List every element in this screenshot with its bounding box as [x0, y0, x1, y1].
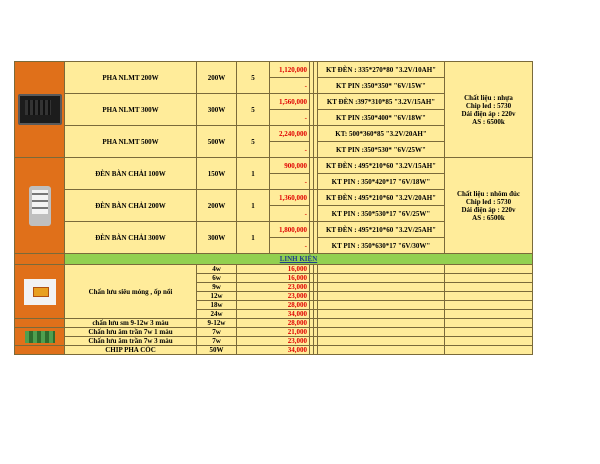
- product-watt: 500W: [197, 126, 237, 158]
- driver-price: 23,000: [237, 283, 310, 292]
- light-size: KT ĐÈN : 495*210*60 "3.2V/20AH": [318, 190, 445, 206]
- product-price: 1,360,000: [270, 190, 310, 206]
- product-price: 1,560,000: [270, 94, 310, 110]
- driver-price: 34,000: [237, 310, 310, 319]
- price-dash: -: [270, 206, 310, 222]
- product-price: 1,120,000: [270, 62, 310, 78]
- driver-watt: 18w: [197, 301, 237, 310]
- driver-image: [24, 279, 56, 305]
- component-watt: 9-12w: [197, 319, 237, 328]
- solar-spec: Chất liệu : nhựa Chip led : 5730 Dải điện áp : 220v AS : 6500k: [445, 62, 533, 158]
- product-price: 900,000: [270, 158, 310, 174]
- solar-image-cell: [15, 62, 65, 158]
- component-name: Chấn lưu âm trần 7w 3 màu: [65, 337, 197, 346]
- product-name: PHA NLMT 300W: [65, 94, 197, 126]
- battery-size: KT PIN : 350*630*17 "6V/30W": [318, 238, 445, 254]
- component-price: 23,000: [237, 337, 310, 346]
- led-strip-image: [25, 331, 55, 343]
- component-name: chấn lưu sm 9-12w 3 màu: [65, 319, 197, 328]
- driver-watt: 12w: [197, 292, 237, 301]
- component-price: 34,000: [237, 346, 310, 355]
- component-price: 28,000: [237, 319, 310, 328]
- driver-watt: 6w: [197, 274, 237, 283]
- product-name: PHA NLMT 500W: [65, 126, 197, 158]
- light-size: KT ĐÈN : 495*210*60 "3.2V/25AH": [318, 222, 445, 238]
- component-watt: 7w: [197, 328, 237, 337]
- brush-image-cell: [15, 158, 65, 254]
- driver-name: Chấn lưu siêu mỏng , ốp nổi: [65, 265, 197, 319]
- driver-price: 16,000: [237, 265, 310, 274]
- driver-watt: 4w: [197, 265, 237, 274]
- component-price: 21,000: [237, 328, 310, 337]
- price-dash: -: [270, 78, 310, 94]
- brush-spec: Chất liệu : nhôm đúc Chip led : 5730 Dải điện áp : 220v AS : 6500k: [445, 158, 533, 254]
- product-name: PHA NLMT 200W: [65, 62, 197, 94]
- product-name: ĐÈN BÀN CHẢI 200W: [65, 190, 197, 222]
- battery-size: KT PIN :350*350* "6V/15W": [318, 78, 445, 94]
- driver-price: 28,000: [237, 301, 310, 310]
- driver-image-cell: [15, 265, 65, 319]
- battery-size: KT PIN : 350*530*17 "6V/25W": [318, 206, 445, 222]
- driver-price: 23,000: [237, 292, 310, 301]
- product-price: 2,240,000: [270, 126, 310, 142]
- light-size: KT: 500*360*85 "3.2V/20AH": [318, 126, 445, 142]
- product-watt: 300W: [197, 94, 237, 126]
- product-name: ĐÈN BÀN CHẢI 300W: [65, 222, 197, 254]
- product-qty: 5: [237, 126, 270, 158]
- price-dash: -: [270, 174, 310, 190]
- driver-watt: 24w: [197, 310, 237, 319]
- product-qty: 1: [237, 190, 270, 222]
- component-name: CHIP PHA CÓC: [65, 346, 197, 355]
- product-watt: 200W: [197, 62, 237, 94]
- product-qty: 1: [237, 158, 270, 190]
- product-qty: 1: [237, 222, 270, 254]
- price-dash: -: [270, 110, 310, 126]
- brush-light-image: [29, 186, 51, 226]
- price-table: [14, 61, 533, 355]
- driver-watt: 9w: [197, 283, 237, 292]
- battery-size: KT PIN :350*400* "6V/18W": [318, 110, 445, 126]
- light-size: KT ĐÈN :397*310*85 "3.2V/15AH": [318, 94, 445, 110]
- component-watt: 50W: [197, 346, 237, 355]
- component-watt: 7w: [197, 337, 237, 346]
- price-dash: -: [270, 238, 310, 254]
- product-name: ĐÈN BÀN CHẢI 100W: [65, 158, 197, 190]
- product-qty: 5: [237, 94, 270, 126]
- battery-size: KT PIN :350*530* "6V/25W": [318, 142, 445, 158]
- product-watt: 300W: [197, 222, 237, 254]
- component-name: Chấn lưu âm trần 7w 1 màu: [65, 328, 197, 337]
- product-watt: 150W: [197, 158, 237, 190]
- product-qty: 5: [237, 62, 270, 94]
- section-title: LINH KIỆN: [65, 254, 533, 265]
- product-price: 1,800,000: [270, 222, 310, 238]
- strip-image-cell: [15, 328, 65, 346]
- battery-size: KT PIN : 350*420*17 "6V/18W": [318, 174, 445, 190]
- product-watt: 200W: [197, 190, 237, 222]
- light-size: KT ĐÈN : 495*210*60 "3.2V/15AH": [318, 158, 445, 174]
- price-dash: -: [270, 142, 310, 158]
- solar-floodlight-image: [18, 94, 62, 125]
- driver-price: 16,000: [237, 274, 310, 283]
- light-size: KT ĐÈN : 335*270*80 "3.2V/10AH": [318, 62, 445, 78]
